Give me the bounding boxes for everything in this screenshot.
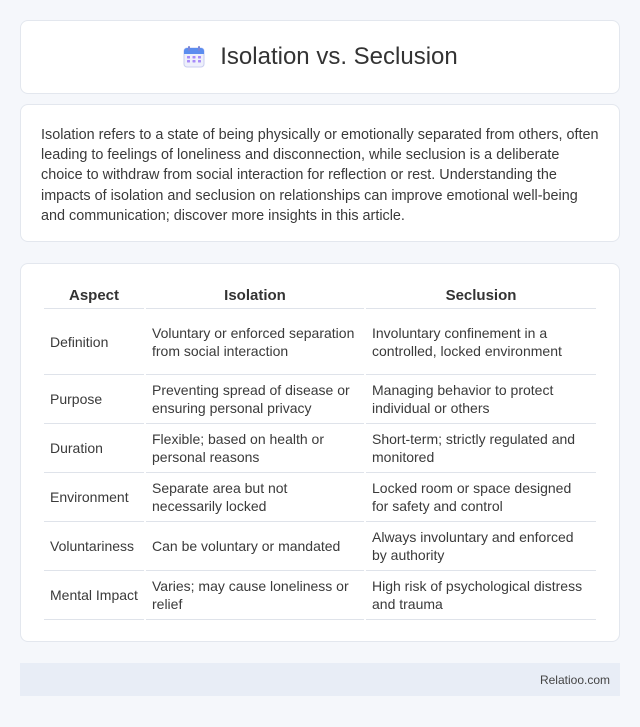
aspect-cell: Definition	[44, 309, 144, 375]
footer	[20, 663, 620, 696]
aspect-cell: Purpose	[44, 375, 144, 424]
table-row	[44, 473, 596, 522]
isolation-cell: Separate area but not necessarily locked	[146, 473, 364, 522]
footer-brand: Relatioo.com	[539, 672, 610, 687]
table-row	[44, 571, 596, 620]
isolation-cell: Preventing spread of disease or ensuring personal privacy	[146, 375, 364, 424]
isolation-cell: Voluntary or enforced separation from social interaction	[146, 309, 364, 375]
calendar-icon	[182, 45, 206, 69]
seclusion-cell: Involuntary confinement in a controlled, locked environment	[366, 309, 596, 375]
table-row	[44, 375, 596, 424]
column-header-aspect: Aspect	[44, 283, 144, 309]
isolation-cell: Varies; may cause loneliness or relief	[146, 571, 364, 620]
comparison-card	[20, 263, 620, 642]
table-header-row	[44, 283, 596, 309]
column-header-seclusion: Seclusion	[366, 283, 596, 309]
table-row	[44, 522, 596, 571]
isolation-cell: Can be voluntary or mandated	[146, 522, 364, 571]
aspect-cell: Mental Impact	[44, 571, 144, 620]
seclusion-cell: Locked room or space designed for safety and control	[366, 473, 596, 522]
intro-card	[20, 104, 620, 242]
intro-paragraph: Isolation refers to a state of being physically or emotionally separated from others, often leading to feelings of loneliness and disconnection, while seclusion is a deliberate choice to withdraw from social interaction for reflection or rest. Understanding the impacts of isolation and seclusion on relationships can improve emotional well-being and communication; discover more insights in this article.	[41, 127, 599, 224]
page-title: Isolation vs. Seclusion	[220, 43, 458, 70]
aspect-cell: Environment	[44, 473, 144, 522]
seclusion-cell: Managing behavior to protect individual or others	[366, 375, 596, 424]
comparison-table	[42, 283, 598, 620]
seclusion-cell: Always involuntary and enforced by authority	[366, 522, 596, 571]
column-header-isolation: Isolation	[146, 283, 364, 309]
title-card	[20, 20, 620, 94]
seclusion-cell: Short-term; strictly regulated and monitored	[366, 424, 596, 473]
isolation-cell: Flexible; based on health or personal reasons	[146, 424, 364, 473]
aspect-cell: Voluntariness	[44, 522, 144, 571]
table-row	[44, 309, 596, 375]
seclusion-cell: High risk of psychological distress and trauma	[366, 571, 596, 620]
aspect-cell: Duration	[44, 424, 144, 473]
table-row	[44, 424, 596, 473]
